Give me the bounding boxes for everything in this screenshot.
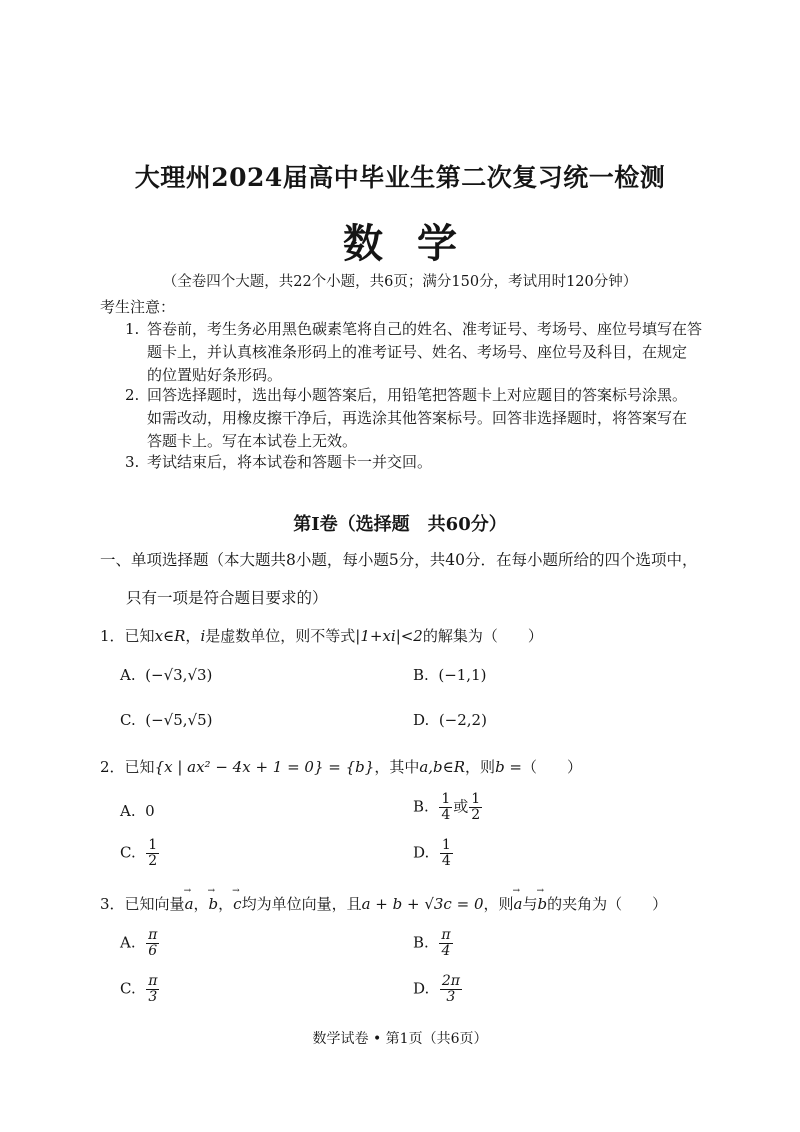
- fraction: $\frac{\pi}{6}$: [148, 927, 158, 959]
- part-heading-cont: 只有一项是符合题目要求的）: [126, 589, 328, 607]
- vector-a: → a: [514, 895, 523, 913]
- fraction: $\frac{1}{2}$: [148, 837, 158, 869]
- section-title: 第Ⅰ卷（选择题 共60分）: [293, 514, 507, 535]
- rule-number: 3.: [125, 453, 140, 471]
- q3-option-c: C. $\frac{\pi}{3}$: [120, 973, 158, 1005]
- part-heading: 一、单项选择题（本大题共8小题，每小题5分，共40分．在每小题所给的四个选项中，: [100, 551, 698, 569]
- condition-formula: x∈R: [154, 627, 186, 645]
- rule-line: 题卡上，并认真核准条形码上的准考证号、姓名、考场号、座位号及科目，在规定: [147, 343, 688, 361]
- imag-unit: i: [200, 627, 206, 645]
- notice-rule-2: [125, 384, 705, 454]
- q1-option-c: C. (−√5,√5): [120, 711, 213, 729]
- set-formula: {x | ax² − 4x + 1 = 0} = {b}: [154, 758, 375, 776]
- question-number: 2．: [100, 758, 125, 776]
- notice-rule-3: [125, 451, 705, 475]
- page-footer: 数学试卷 • 第1页（共6页）: [312, 1031, 488, 1047]
- q3-option-a: A. $\frac{\pi}{6}$: [120, 927, 158, 959]
- q1-option-a: A. (−√3,√3): [120, 666, 213, 684]
- rule-line: 如需改动，用橡皮擦干净后，再选涂其他答案标号。回答非选择题时，将答案写在: [147, 409, 688, 427]
- rule-line: 答题卡上。写在本试卷上无效。: [147, 432, 358, 450]
- fraction: $\frac{1}{4}$: [441, 837, 451, 869]
- rule-line: 的位置贴好条形码。: [147, 366, 283, 384]
- vector-a: → a: [185, 895, 194, 913]
- exam-note: （全卷四个大题，共22个小题，共6页；满分150分，考试用时120分钟）: [162, 274, 638, 290]
- rule-number: 1.: [125, 320, 140, 338]
- rule-line: 考试结束后，将本试卷和答题卡一并交回。: [147, 453, 433, 471]
- vector-c: → c: [233, 895, 241, 913]
- question-1: 1．已知x∈R，i是虚数单位，则不等式|1+xi|<2的解集为（ ）: [100, 627, 543, 645]
- vector-b: → b: [537, 895, 547, 913]
- notice-rule-1: [125, 318, 705, 388]
- q2-option-b: B. $\frac{1}{4}$ 或 $\frac{1}{2}$: [413, 791, 481, 823]
- fraction: $\frac{1}{4}$: [441, 791, 451, 823]
- question-3: 3．已知向量→ a，→ b，→ c均为单位向量，且a + b + √3c = 0，则→ a与→ b的夹角为（ ）: [100, 893, 667, 914]
- rule-number: 2.: [125, 386, 140, 404]
- condition-formula: a,b∈R: [419, 758, 466, 776]
- exam-title: 大理州2024届高中毕业生第二次复习统一检测: [134, 163, 666, 192]
- vector-b: → b: [209, 895, 219, 913]
- question-number: 3．: [100, 895, 125, 913]
- rule-line: 回答选择题时，选出每小题答案后，用铅笔把答题卡上对应题目的答案标号涂黑。: [147, 386, 688, 404]
- q1-option-b: B. (−1,1): [413, 666, 487, 684]
- question-2: 2．已知{x | ax² − 4x + 1 = 0} = {b}，其中a,b∈R，则b =（ ）: [100, 758, 583, 776]
- fraction: $\frac{\pi}{4}$: [441, 927, 451, 959]
- q1-option-d: D. (−2,2): [413, 711, 487, 729]
- q2-option-a: A. 0: [120, 802, 155, 820]
- answer-variable: b =: [495, 758, 523, 776]
- subject-title: 数学: [343, 220, 491, 267]
- notice-heading: 考生注意：: [100, 298, 176, 316]
- q2-option-d: D. $\frac{1}{4}$: [413, 837, 451, 869]
- question-number: 1．: [100, 627, 125, 645]
- fraction: $\frac{\pi}{3}$: [148, 973, 158, 1005]
- q3-option-d: D. $\frac{2\pi}{3}$: [413, 973, 460, 1005]
- rule-line: 答卷前，考生务必用黑色碳素笔将自己的姓名、准考证号、考场号、座位号填写在答: [147, 320, 703, 338]
- q2-option-c: C. $\frac{1}{2}$: [120, 837, 158, 869]
- vector-equation: a + b + √3c = 0: [361, 895, 484, 913]
- fraction: $\frac{1}{2}$: [471, 791, 481, 823]
- inequality-formula: |1+xi|<2: [355, 627, 423, 645]
- fraction: $\frac{2\pi}{3}$: [441, 973, 460, 1005]
- q3-option-b: B. $\frac{\pi}{4}$: [413, 927, 451, 959]
